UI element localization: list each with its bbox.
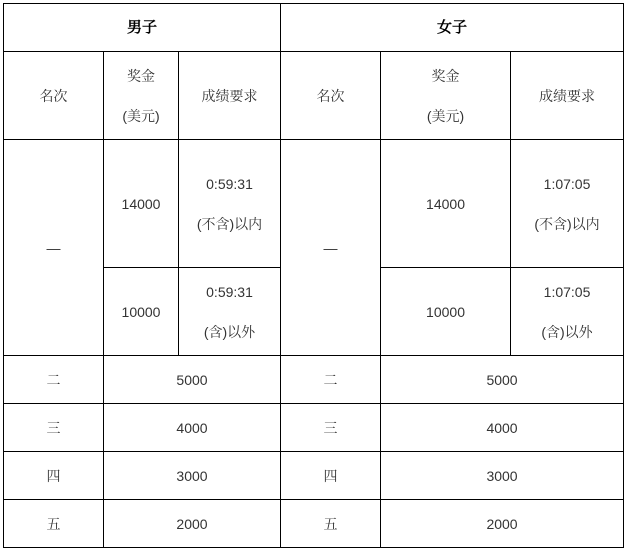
women-rank: 四 [281, 452, 381, 500]
men-first-requirement-b [179, 268, 281, 356]
women-first-requirement-b [511, 268, 624, 356]
men-first-condition-a: (不含)以内 [196, 215, 263, 232]
table-row [4, 500, 624, 548]
women-rank: 五 [281, 500, 381, 548]
women-prize: 4000 [381, 404, 624, 452]
men-first-prize-b: 10000 [104, 268, 179, 356]
men-prize: 3000 [104, 452, 281, 500]
prize-money-table [3, 3, 624, 548]
men-requirement-column-header: 成绩要求 [179, 52, 281, 140]
men-prize-column-header [104, 52, 179, 140]
table-header-row [4, 4, 624, 52]
women-first-condition-b: (含)以外 [541, 323, 593, 340]
men-first-prize-a: 14000 [104, 140, 179, 268]
women-first-prize-b: 10000 [381, 268, 511, 356]
women-first-prize-a: 14000 [381, 140, 511, 268]
men-rank-column-header: 名次 [4, 52, 104, 140]
men-rank: 四 [4, 452, 104, 500]
table-row [4, 356, 624, 404]
women-prize: 5000 [381, 356, 624, 404]
women-prize: 2000 [381, 500, 624, 548]
men-first-time-a: 0:59:31 [206, 175, 253, 192]
men-first-requirement-a [179, 140, 281, 268]
men-prize-unit: (美元) [122, 107, 160, 124]
men-rank: 二 [4, 356, 104, 404]
women-first-time-a: 1:07:05 [543, 175, 591, 192]
men-rank: 五 [4, 500, 104, 548]
women-prize: 3000 [381, 452, 624, 500]
column-header-row [4, 52, 624, 140]
women-rank: 三 [281, 404, 381, 452]
women-prize-unit: (美元) [426, 107, 465, 124]
table-row [4, 404, 624, 452]
table-row [4, 140, 624, 268]
men-prize-label: 奖金 [127, 67, 155, 84]
men-prize: 5000 [104, 356, 281, 404]
women-prize-column-header [381, 52, 511, 140]
women-first-rank: — [281, 140, 381, 356]
table-row [4, 452, 624, 500]
women-requirement-column-header: 成绩要求 [511, 52, 624, 140]
women-rank: 二 [281, 356, 381, 404]
women-header: 女子 [281, 4, 624, 52]
men-first-condition-b: (含)以外 [203, 323, 256, 340]
women-first-condition-a: (不含)以内 [534, 215, 600, 232]
men-first-time-b: 0:59:31 [206, 283, 253, 300]
men-prize: 2000 [104, 500, 281, 548]
women-rank-column-header: 名次 [281, 52, 381, 140]
men-prize: 4000 [104, 404, 281, 452]
men-rank: 三 [4, 404, 104, 452]
women-first-time-b: 1:07:05 [543, 283, 591, 300]
women-prize-label: 奖金 [431, 67, 460, 84]
men-header: 男子 [4, 4, 281, 52]
women-first-requirement-a [511, 140, 624, 268]
men-first-rank: — [4, 140, 104, 356]
